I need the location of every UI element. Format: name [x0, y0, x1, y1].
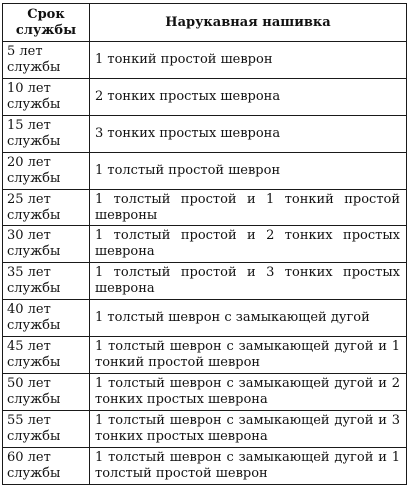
service-term-cell: 60 лет службы [3, 447, 90, 484]
service-term-cell: 30 лет службы [3, 226, 90, 263]
column-header-service-term: Срок службы [3, 4, 90, 42]
sleeve-stripe-cell: 1 толстый шеврон с замыкающей дугой и 1 тонкий простой шеврон [90, 337, 407, 374]
sleeve-stripe-cell: 1 толстый простой и 3 тонких простых шеврона [90, 263, 407, 300]
service-stripes-table [2, 3, 407, 485]
table-header-row [3, 4, 407, 42]
table-row [3, 447, 407, 484]
table-row [3, 115, 407, 152]
sleeve-stripe-cell: 1 толстый шеврон с замыкающей дугой и 3 тонких простых шеврона [90, 410, 407, 447]
table-row [3, 374, 407, 411]
table-row [3, 78, 407, 115]
sleeve-stripe-cell: 1 толстый простой и 1 тонкий простой шевроны [90, 189, 407, 226]
service-term-cell: 15 лет службы [3, 115, 90, 152]
sleeve-stripe-cell: 1 толстый шеврон с замыкающей дугой и 2 тонких простых шеврона [90, 374, 407, 411]
table-row [3, 410, 407, 447]
table-row [3, 42, 407, 79]
service-term-cell: 10 лет службы [3, 78, 90, 115]
table-row [3, 300, 407, 337]
service-term-cell: 50 лет службы [3, 374, 90, 411]
sleeve-stripe-cell: 3 тонких простых шеврона [90, 115, 407, 152]
service-term-cell: 40 лет службы [3, 300, 90, 337]
sleeve-stripe-cell: 1 толстый шеврон с замыкающей дугой и 1 толстый простой шеврон [90, 447, 407, 484]
service-term-cell: 45 лет службы [3, 337, 90, 374]
service-term-cell: 35 лет службы [3, 263, 90, 300]
service-term-cell: 55 лет службы [3, 410, 90, 447]
sleeve-stripe-cell: 1 тонкий простой шеврон [90, 42, 407, 79]
service-term-cell: 5 лет службы [3, 42, 90, 79]
sleeve-stripe-cell: 1 толстый шеврон с замыкающей дугой [90, 300, 407, 337]
table-row [3, 189, 407, 226]
column-header-sleeve-stripe: Нарукавная нашивка [90, 4, 407, 42]
table-row [3, 226, 407, 263]
table-row [3, 337, 407, 374]
table-row [3, 152, 407, 189]
service-term-cell: 25 лет службы [3, 189, 90, 226]
sleeve-stripe-cell: 2 тонких простых шеврона [90, 78, 407, 115]
table-row [3, 263, 407, 300]
sleeve-stripe-cell: 1 толстый простой и 2 тонких простых шеврона [90, 226, 407, 263]
sleeve-stripe-cell: 1 толстый простой шеврон [90, 152, 407, 189]
service-term-cell: 20 лет службы [3, 152, 90, 189]
